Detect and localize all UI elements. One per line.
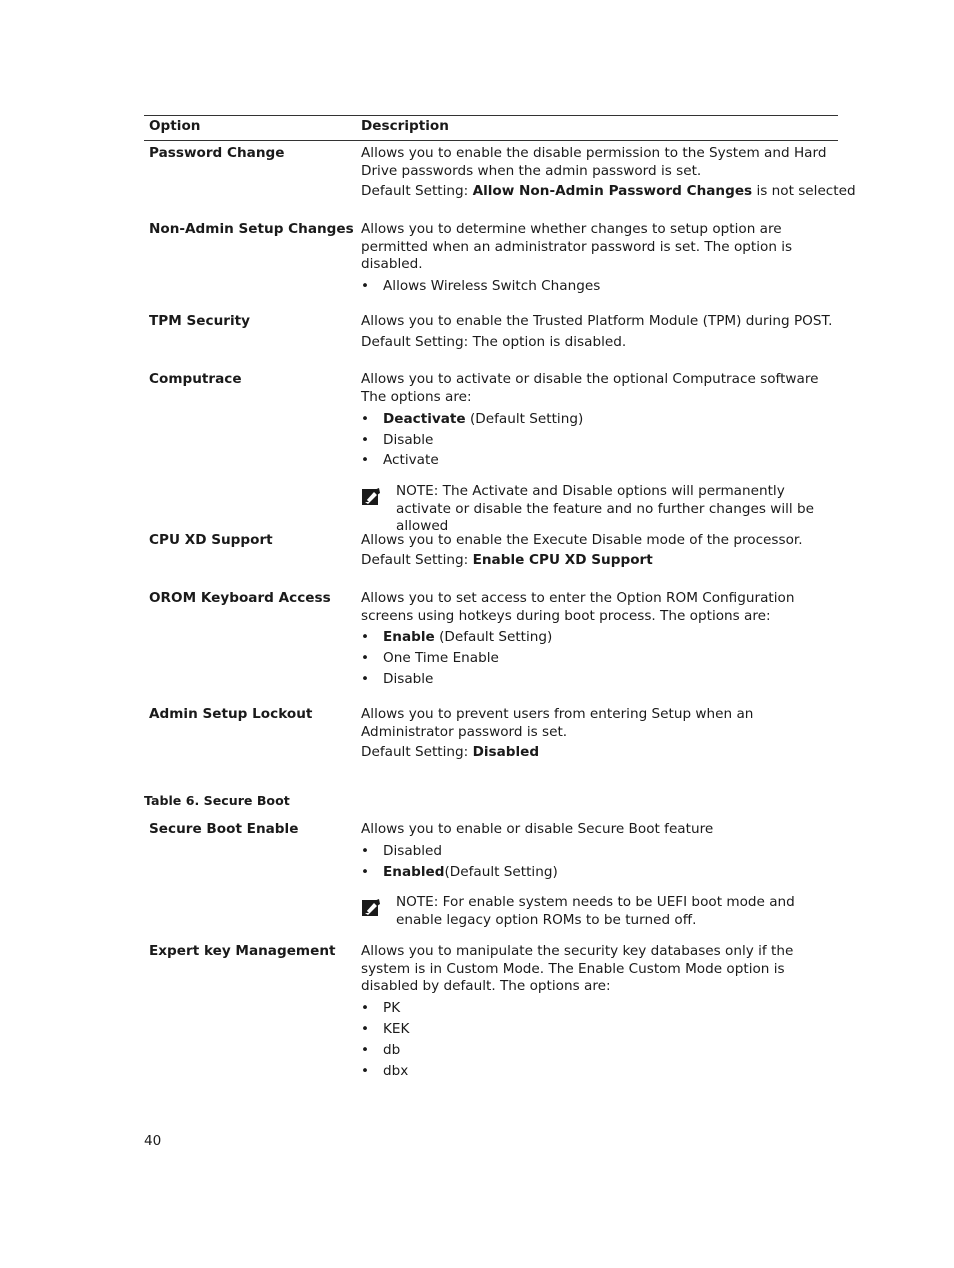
- option-expert-key-management: Expert key Management: [149, 943, 336, 959]
- header-description: Description: [361, 118, 449, 134]
- note-secure-boot: NOTE: For enable system needs to be UEFI boot mode and enable legacy option ROMs to be turned off.: [396, 894, 795, 928]
- desc-admin-setup-lockout: Allows you to prevent users from entering Setup when an Administrator password is set.: [361, 706, 754, 740]
- page-number: 40: [144, 1133, 162, 1149]
- default-admin-setup-lockout: Default Setting: Disabled: [361, 744, 540, 760]
- desc-expert-key-management: Allows you to manipulate the security key databases only if the system is in Custom Mode. The Enable Custom Mode option is disabled by default. The options are:: [361, 943, 794, 995]
- option-secure-boot-enable: Secure Boot Enable: [149, 821, 299, 837]
- option-cpu-xd-support: CPU XD Support: [149, 532, 273, 548]
- desc-cpu-xd-support: Allows you to enable the Execute Disable mode of the processor.: [361, 532, 803, 548]
- desc-non-admin-setup-changes: Allows you to determine whether changes to setup option are permitted when an administrator password is set. The option is disabled.: [361, 221, 793, 273]
- default-tpm-security: Default Setting: The option is disabled.: [361, 334, 627, 350]
- note-pencil-icon: [361, 487, 381, 507]
- option-tpm-security: TPM Security: [149, 313, 250, 329]
- desc-orom-keyboard-access: Allows you to set access to enter the Option ROM Configuration screens using hotkeys during boot process. The options are:: [361, 590, 795, 624]
- desc-secure-boot-enable: Allows you to enable or disable Secure Boot feature: [361, 821, 714, 837]
- table-caption: Table 6. Secure Boot: [144, 793, 290, 808]
- table-top-rule: [144, 115, 838, 116]
- table-header-rule: [144, 140, 838, 141]
- option-admin-setup-lockout: Admin Setup Lockout: [149, 706, 313, 722]
- desc-password-change: Allows you to enable the disable permission to the System and Hard Drive passwords when the admin password is set.: [361, 145, 827, 179]
- default-password-change: Default Setting: Allow Non-Admin Password Changes is not selected: [361, 183, 856, 199]
- note-pencil-icon: [361, 898, 381, 918]
- default-cpu-xd-support: Default Setting: Enable CPU XD Support: [361, 552, 653, 568]
- option-password-change: Password Change: [149, 145, 285, 161]
- option-computrace: Computrace: [149, 371, 242, 387]
- desc-tpm-security: Allows you to enable the Trusted Platform Module (TPM) during POST.: [361, 313, 833, 329]
- option-non-admin-setup-changes: Non-Admin Setup Changes: [149, 221, 354, 237]
- note-computrace: NOTE: The Activate and Disable options will permanently activate or disable the feature and no further changes will be allowed: [396, 483, 815, 535]
- desc-computrace: Allows you to activate or disable the optional Computrace software The options are:: [361, 371, 819, 405]
- option-orom-keyboard-access: OROM Keyboard Access: [149, 590, 331, 606]
- header-option: Option: [149, 118, 201, 134]
